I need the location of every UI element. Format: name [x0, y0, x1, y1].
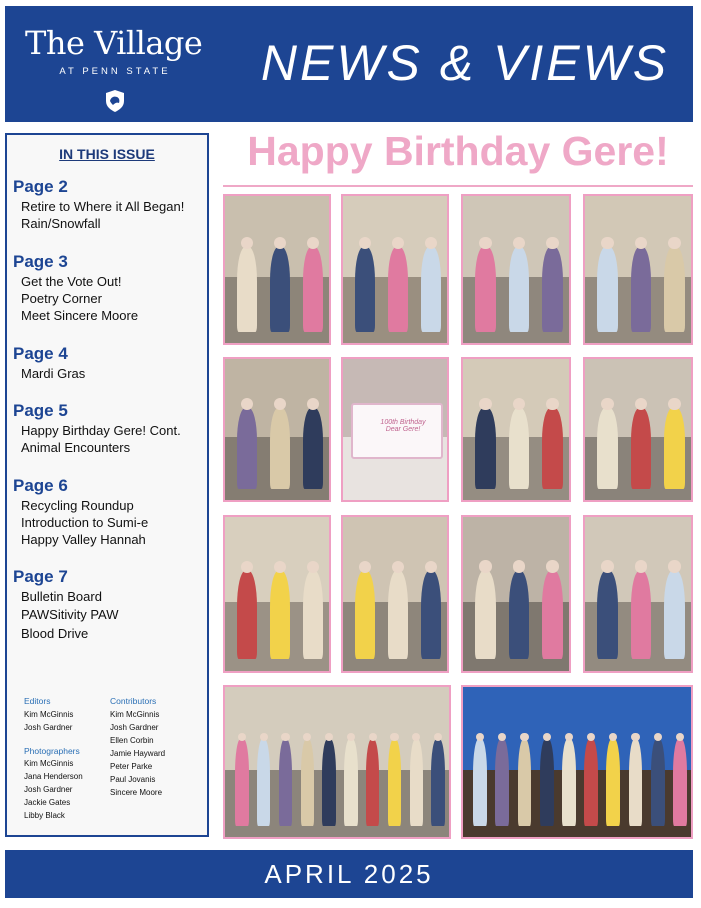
person-head [520, 733, 528, 741]
person-figure [270, 571, 290, 659]
toc-item[interactable]: Blood Drive [21, 626, 89, 641]
person-head [359, 561, 371, 573]
person-figure [473, 739, 487, 825]
credit-name: Josh Gardner [24, 785, 73, 794]
toc-page-4[interactable]: Page 4 [13, 344, 68, 363]
person-figure [542, 571, 563, 659]
logo-subtitle: AT PENN STATE [59, 66, 171, 77]
event-photo [223, 515, 331, 673]
person-figure [542, 408, 563, 489]
person-head [274, 561, 286, 573]
person-figure [475, 408, 496, 489]
credit-name: Josh Gardner [24, 723, 73, 732]
person-figure [597, 408, 618, 489]
event-photo [461, 685, 693, 839]
toc-item[interactable]: Introduction to Sumi-e [21, 515, 149, 530]
person-figure [651, 739, 665, 825]
person-figure [270, 408, 290, 489]
event-photo [461, 357, 571, 502]
person-figure [597, 571, 618, 659]
nittany-lion-shield-icon [104, 89, 126, 113]
credit-name: Josh Gardner [110, 723, 159, 732]
logo-wordmark: The Village [25, 24, 203, 62]
feature-title: Happy Birthday Gere! [247, 128, 669, 174]
person-figure [355, 571, 375, 659]
person-figure [388, 571, 408, 659]
person-figure [597, 247, 618, 332]
person-figure [237, 408, 257, 489]
credit-name: Kim McGinnis [110, 710, 160, 719]
person-figure [301, 739, 315, 825]
toc-item[interactable]: Mardi Gras [21, 366, 86, 381]
event-photo [461, 194, 571, 345]
event-photo [341, 515, 449, 673]
person-head [513, 560, 525, 572]
person-figure [388, 739, 402, 825]
person-head [668, 560, 680, 572]
toc-item[interactable]: Rain/Snowfall [21, 216, 101, 231]
event-photo [341, 194, 449, 345]
person-figure [421, 571, 441, 659]
toc-page-3[interactable]: Page 3 [13, 252, 68, 271]
person-head [601, 560, 613, 572]
toc-item[interactable]: Retire to Where it All Began! [21, 199, 185, 214]
toc-item[interactable]: Get the Vote Out! [21, 274, 122, 289]
person-figure [366, 739, 380, 825]
credit-name: Ellen Corbin [110, 736, 154, 745]
person-figure [257, 739, 271, 825]
person-head [668, 398, 680, 410]
event-photo [341, 357, 449, 502]
person-figure [509, 408, 530, 489]
person-head [479, 237, 491, 249]
person-head [479, 398, 491, 410]
credit-name: Libby Black [24, 811, 65, 820]
person-figure [431, 739, 445, 825]
event-photo [223, 357, 331, 502]
person-head [425, 237, 437, 249]
person-head [390, 733, 398, 741]
toc-page-5[interactable]: Page 5 [13, 401, 68, 420]
person-figure [631, 571, 652, 659]
toc-item[interactable]: Bulletin Board [21, 589, 102, 604]
credit-name: Peter Parke [110, 762, 153, 771]
event-photo [223, 194, 331, 345]
toc-page-2[interactable]: Page 2 [13, 177, 68, 196]
person-head [635, 560, 647, 572]
person-figure [631, 247, 652, 332]
editors-heading: Editors [24, 696, 51, 706]
person-head [241, 561, 253, 573]
table-of-contents [5, 133, 209, 837]
person-figure [475, 571, 496, 659]
person-head [307, 398, 319, 410]
person-figure [664, 247, 685, 332]
toc-item[interactable]: Recycling Roundup [21, 498, 134, 513]
person-figure [629, 739, 643, 825]
credit-name: Kim McGinnis [24, 759, 74, 768]
person-head [546, 398, 558, 410]
person-figure [303, 247, 323, 332]
title-divider [223, 185, 693, 187]
person-figure [410, 739, 424, 825]
person-figure [279, 739, 293, 825]
toc-heading: IN THIS ISSUE [59, 146, 155, 162]
toc-item[interactable]: Animal Encounters [21, 440, 131, 455]
masthead [5, 6, 693, 122]
person-figure [322, 739, 336, 825]
person-figure [270, 247, 290, 332]
person-head [631, 733, 639, 741]
credit-name: Jamie Hayward [110, 749, 166, 758]
event-photo [583, 357, 693, 502]
person-head [668, 237, 680, 249]
person-figure [562, 739, 576, 825]
person-figure [237, 571, 257, 659]
credit-name: Sincere Moore [110, 788, 163, 797]
person-figure [421, 247, 441, 332]
person-figure [631, 408, 652, 489]
credit-name: Kim McGinnis [24, 710, 74, 719]
toc-page-6[interactable]: Page 6 [13, 476, 68, 495]
event-photo [583, 194, 693, 345]
person-figure [509, 571, 530, 659]
person-figure [664, 408, 685, 489]
toc-item[interactable]: PAWSitivity PAW [21, 607, 119, 622]
credit-name: Paul Jovanis [110, 775, 156, 784]
contributors-heading: Contributors [110, 696, 157, 706]
person-figure [495, 739, 509, 825]
toc-item[interactable]: Poetry Corner [21, 291, 102, 306]
person-head [392, 561, 404, 573]
person-head [307, 237, 319, 249]
toc-item[interactable]: Meet Sincere Moore [21, 308, 139, 323]
person-figure [542, 247, 563, 332]
newsletter-title: NEWS & VIEWS [260, 35, 670, 91]
birthday-cake [351, 403, 443, 459]
toc-item[interactable]: Happy Valley Hannah [21, 532, 146, 547]
person-figure [475, 247, 496, 332]
credit-name: Jana Henderson [24, 772, 83, 781]
person-head [307, 561, 319, 573]
event-photo [583, 515, 693, 673]
person-head [479, 560, 491, 572]
event-photo [223, 685, 451, 839]
person-head [601, 398, 613, 410]
person-head [546, 560, 558, 572]
toc-page-7[interactable]: Page 7 [13, 567, 68, 586]
issue-date-banner: APRIL 2025 [5, 850, 693, 898]
person-figure [606, 739, 620, 825]
person-figure [388, 247, 408, 332]
person-head [425, 561, 437, 573]
person-figure [518, 739, 532, 825]
person-figure [303, 571, 323, 659]
person-figure [509, 247, 530, 332]
person-figure [303, 408, 323, 489]
person-figure [540, 739, 554, 825]
person-figure [344, 739, 358, 825]
person-figure [355, 247, 375, 332]
event-photo [461, 515, 571, 673]
person-head [546, 237, 558, 249]
person-figure [673, 739, 687, 825]
toc-item[interactable]: Happy Birthday Gere! Cont. [21, 423, 181, 438]
credit-name: Jackie Gates [24, 798, 71, 807]
person-figure [235, 739, 249, 825]
cake-inscription: 100th Birthday Dear Gere! [380, 419, 426, 433]
person-figure [584, 739, 598, 825]
person-head [281, 733, 289, 741]
photographers-heading: Photographers [24, 746, 80, 756]
person-head [601, 237, 613, 249]
person-figure [664, 571, 685, 659]
person-figure [237, 247, 257, 332]
